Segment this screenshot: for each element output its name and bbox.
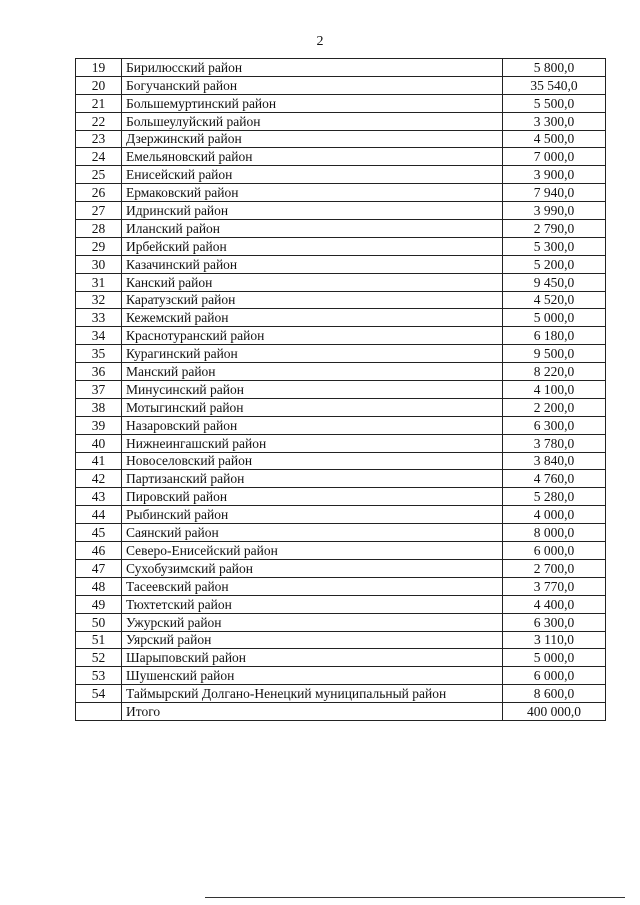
row-number: 54: [76, 685, 122, 703]
row-number: 39: [76, 416, 122, 434]
amount-value: 2 790,0: [503, 220, 606, 238]
total-number: [76, 703, 122, 721]
district-name: Тюхтетский район: [122, 595, 503, 613]
district-name: Краснотуранский район: [122, 327, 503, 345]
amount-value: 9 500,0: [503, 345, 606, 363]
row-number: 21: [76, 94, 122, 112]
bottom-divider: [205, 897, 625, 898]
table-row: [76, 148, 606, 166]
table-row: [76, 595, 606, 613]
amount-value: 3 770,0: [503, 577, 606, 595]
district-name: Курагинский район: [122, 345, 503, 363]
amount-value: 35 540,0: [503, 76, 606, 94]
table-row: [76, 631, 606, 649]
table-row: [76, 184, 606, 202]
amount-value: 6 300,0: [503, 613, 606, 631]
district-name: Идринский район: [122, 202, 503, 220]
row-number: 41: [76, 452, 122, 470]
table-row: [76, 94, 606, 112]
table-row: [76, 255, 606, 273]
table-row: [76, 237, 606, 255]
amount-value: 3 110,0: [503, 631, 606, 649]
table-row: [76, 488, 606, 506]
row-number: 25: [76, 166, 122, 184]
district-name: Таймырский Долгано-Ненецкий муниципальный район: [122, 685, 503, 703]
district-name: Иланский район: [122, 220, 503, 238]
table-row: [76, 434, 606, 452]
amount-value: 8 600,0: [503, 685, 606, 703]
table-row: [76, 524, 606, 542]
table-row: [76, 559, 606, 577]
row-number: 27: [76, 202, 122, 220]
amount-value: 4 400,0: [503, 595, 606, 613]
amount-value: 8 000,0: [503, 524, 606, 542]
row-number: 28: [76, 220, 122, 238]
row-number: 43: [76, 488, 122, 506]
district-name: Тасеевский район: [122, 577, 503, 595]
amount-value: 2 200,0: [503, 398, 606, 416]
district-name: Дзержинский район: [122, 130, 503, 148]
row-number: 48: [76, 577, 122, 595]
district-name: Сухобузимский район: [122, 559, 503, 577]
row-number: 37: [76, 381, 122, 399]
district-name: Рыбинский район: [122, 506, 503, 524]
district-name: Манский район: [122, 363, 503, 381]
amount-value: 4 500,0: [503, 130, 606, 148]
row-number: 20: [76, 76, 122, 94]
table-row: [76, 59, 606, 77]
table-body: [76, 59, 606, 721]
table-row: [76, 416, 606, 434]
table-row: [76, 202, 606, 220]
row-number: 47: [76, 559, 122, 577]
district-name: Саянский район: [122, 524, 503, 542]
amount-value: 7 000,0: [503, 148, 606, 166]
row-number: 19: [76, 59, 122, 77]
row-number: 32: [76, 291, 122, 309]
total-label: Итого: [122, 703, 503, 721]
row-number: 45: [76, 524, 122, 542]
amount-value: 5 500,0: [503, 94, 606, 112]
district-name: Нижнеингашский район: [122, 434, 503, 452]
table-row: [76, 76, 606, 94]
district-name: Новоселовский район: [122, 452, 503, 470]
district-name: Шушенский район: [122, 667, 503, 685]
district-name: Канский район: [122, 273, 503, 291]
district-name: Уярский район: [122, 631, 503, 649]
table-row: [76, 273, 606, 291]
row-number: 36: [76, 363, 122, 381]
amount-value: 4 520,0: [503, 291, 606, 309]
amount-value: 5 000,0: [503, 649, 606, 667]
table-row: [76, 327, 606, 345]
total-amount: 400 000,0: [503, 703, 606, 721]
district-name: Енисейский район: [122, 166, 503, 184]
row-number: 46: [76, 542, 122, 560]
amount-value: 8 220,0: [503, 363, 606, 381]
row-number: 52: [76, 649, 122, 667]
district-name: Назаровский район: [122, 416, 503, 434]
row-number: 24: [76, 148, 122, 166]
amount-value: 5 200,0: [503, 255, 606, 273]
district-name: Большеулуйский район: [122, 112, 503, 130]
row-number: 22: [76, 112, 122, 130]
row-number: 30: [76, 255, 122, 273]
row-number: 40: [76, 434, 122, 452]
table-row: [76, 667, 606, 685]
district-name: Минусинский район: [122, 381, 503, 399]
district-name: Ермаковский район: [122, 184, 503, 202]
district-name: Казачинский район: [122, 255, 503, 273]
table-row: [76, 470, 606, 488]
amount-value: 5 800,0: [503, 59, 606, 77]
district-name: Ирбейский район: [122, 237, 503, 255]
district-name: Мотыгинский район: [122, 398, 503, 416]
row-number: 49: [76, 595, 122, 613]
table-row: [76, 220, 606, 238]
district-name: Партизанский район: [122, 470, 503, 488]
total-row: [76, 703, 606, 721]
amount-value: 6 000,0: [503, 667, 606, 685]
amount-value: 5 300,0: [503, 237, 606, 255]
amount-value: 6 000,0: [503, 542, 606, 560]
allocation-table: [75, 58, 606, 721]
table-row: [76, 685, 606, 703]
table-row: [76, 506, 606, 524]
row-number: 31: [76, 273, 122, 291]
row-number: 33: [76, 309, 122, 327]
table-row: [76, 542, 606, 560]
table-row: [76, 309, 606, 327]
table-row: [76, 166, 606, 184]
district-name: Бирилюсский район: [122, 59, 503, 77]
table-row: [76, 398, 606, 416]
district-name: Емельяновский район: [122, 148, 503, 166]
row-number: 23: [76, 130, 122, 148]
district-name: Ужурский район: [122, 613, 503, 631]
district-name: Каратузский район: [122, 291, 503, 309]
district-name: Большемуртинский район: [122, 94, 503, 112]
table-row: [76, 112, 606, 130]
amount-value: 3 780,0: [503, 434, 606, 452]
district-name: Северо-Енисейский район: [122, 542, 503, 560]
row-number: 35: [76, 345, 122, 363]
row-number: 51: [76, 631, 122, 649]
row-number: 26: [76, 184, 122, 202]
table-row: [76, 381, 606, 399]
table-row: [76, 649, 606, 667]
amount-value: 6 300,0: [503, 416, 606, 434]
row-number: 29: [76, 237, 122, 255]
table-row: [76, 345, 606, 363]
amount-value: 5 000,0: [503, 309, 606, 327]
row-number: 53: [76, 667, 122, 685]
amount-value: 9 450,0: [503, 273, 606, 291]
amount-value: 6 180,0: [503, 327, 606, 345]
table-row: [76, 452, 606, 470]
district-name: Кежемский район: [122, 309, 503, 327]
table-row: [76, 130, 606, 148]
amount-value: 3 840,0: [503, 452, 606, 470]
row-number: 34: [76, 327, 122, 345]
district-name: Шарыповский район: [122, 649, 503, 667]
amount-value: 5 280,0: [503, 488, 606, 506]
district-name: Пировский район: [122, 488, 503, 506]
amount-value: 7 940,0: [503, 184, 606, 202]
row-number: 44: [76, 506, 122, 524]
amount-value: 2 700,0: [503, 559, 606, 577]
amount-value: 4 760,0: [503, 470, 606, 488]
amount-value: 3 990,0: [503, 202, 606, 220]
district-name: Богучанский район: [122, 76, 503, 94]
row-number: 50: [76, 613, 122, 631]
amount-value: 3 300,0: [503, 112, 606, 130]
table-row: [76, 613, 606, 631]
table-row: [76, 363, 606, 381]
row-number: 38: [76, 398, 122, 416]
table-row: [76, 577, 606, 595]
row-number: 42: [76, 470, 122, 488]
page-number: 2: [316, 34, 324, 49]
amount-value: 4 000,0: [503, 506, 606, 524]
amount-value: 3 900,0: [503, 166, 606, 184]
table-row: [76, 291, 606, 309]
amount-value: 4 100,0: [503, 381, 606, 399]
